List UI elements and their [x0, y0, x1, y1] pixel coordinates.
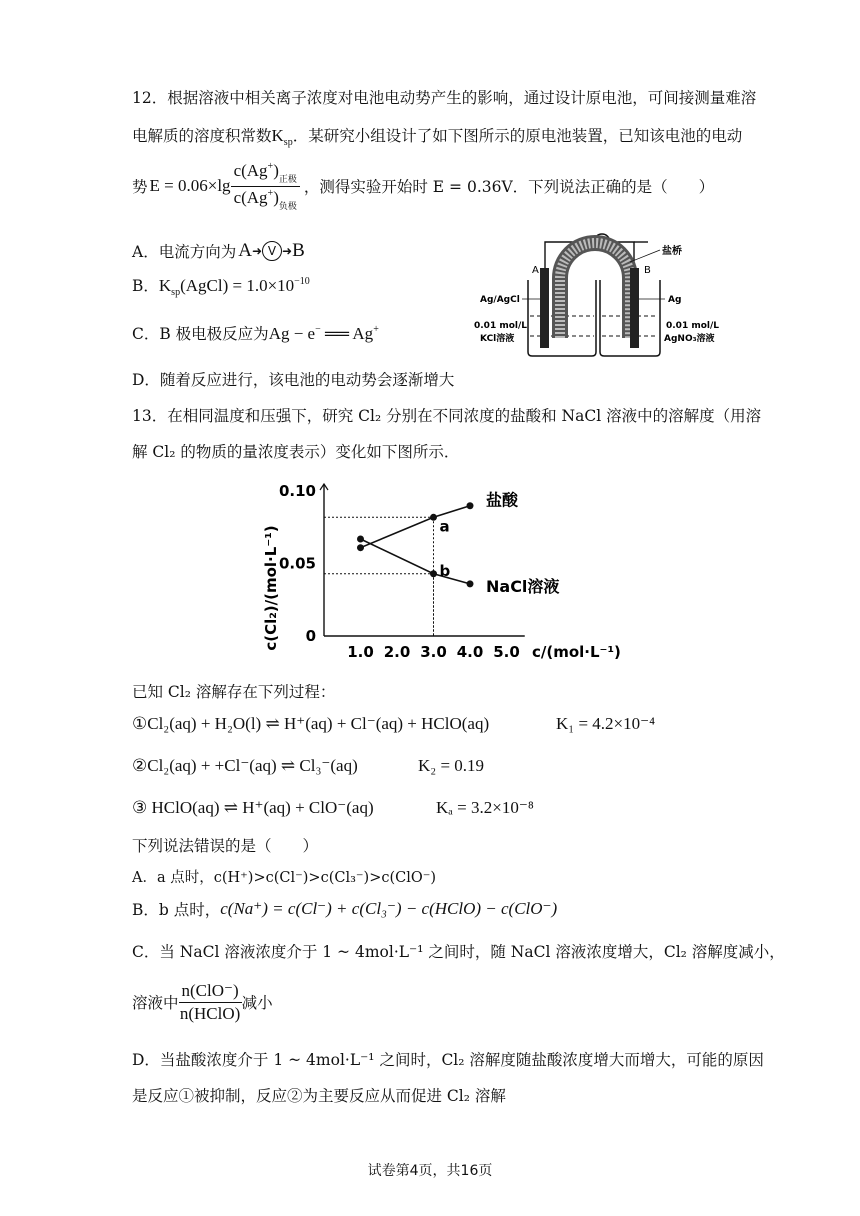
q12-line3: 势 E = 0.06×lg $\frac{c(Ag^+)_{正极}}{c(Ag^+)_{负极}}$ ，测得实验开始时 E = 0.36V．下列说法正确的是（ ）	[132, 160, 715, 212]
point-a-label: A	[238, 240, 252, 261]
x-axis-label: c/(mol·L⁻¹)	[532, 643, 621, 661]
page-footer: 试卷第4页，共16页	[367, 1163, 493, 1179]
left-solution-conc: 0.01 mol/L	[474, 321, 528, 331]
y-axis-label: c(Cl₂)/(mol·L⁻¹)	[262, 525, 280, 651]
voltmeter-symbol: V	[598, 238, 605, 249]
ratio-fraction	[179, 981, 242, 1024]
arrow-right-icon: ➜	[282, 244, 293, 258]
salt-bridge-fill	[560, 243, 630, 338]
q13-option-b: B．b 点时， c(Na⁺) = c(Cl⁻) + c(Cl₃⁻) − c(HClO) − c(ClO⁻)	[132, 899, 558, 919]
electrode-b-label: B	[644, 265, 651, 276]
solubility-chart	[240, 470, 660, 670]
q12-line1: 12．根据溶液中相关离子浓度对电池电动势产生的影响，通过设计原电池，可间接测量难溶	[132, 89, 757, 107]
series-line	[361, 506, 471, 548]
reaction-3-k: Kₐ = 3.2×10⁻⁸	[436, 798, 534, 817]
emf-fraction	[231, 161, 300, 212]
y-tick-label: 0	[305, 627, 316, 645]
reaction-1: ①Cl₂(aq) + H₂O(l) ⇌ H⁺(aq) + Cl⁻(aq) + HClO(aq)	[132, 714, 490, 733]
right-solution-conc: 0.01 mol/L	[666, 321, 720, 331]
q13-ask: 下列说法错误的是（ ）	[132, 837, 319, 855]
data-point	[467, 502, 474, 509]
emf-equation: E = 0.06×lg	[149, 176, 231, 195]
q13-option-c2: 溶液中 $\frac{\text{n(ClO⁻)}}{\text{n(HClO)}}$ 减小	[132, 980, 273, 1023]
x-tick-label: 1.0	[347, 643, 374, 661]
q12-line2: 电解质的溶度积常数$K_{sp}$．某研究小组设计了如下图所示的原电池装置，已知该电池的电动	[132, 126, 743, 148]
ksp-symbol: $K_{sp}$	[271, 126, 293, 148]
q13-option-d2: 是反应①被抑制，反应②为主要反应从而促进 Cl₂ 溶解	[132, 1087, 506, 1105]
ratio-denominator: n(HClO)	[179, 1003, 241, 1023]
right-material-label: Ag	[668, 295, 682, 305]
data-point	[357, 544, 364, 551]
voltmeter-icon: V	[262, 241, 282, 261]
q13-option-d1: D．当盐酸浓度介于 1 ~ 4mol·L⁻¹ 之间时，Cl₂ 溶解度随盐酸浓度增大而增大，可能的原因	[132, 1051, 764, 1069]
point-b-label: B	[292, 240, 305, 261]
salt-bridge-label: 盐桥	[662, 246, 682, 257]
y-tick-label: 0.10	[278, 482, 316, 501]
q13-line2: 解 Cl₂ 的物质的量浓度表示）变化如下图所示．	[132, 443, 460, 461]
series-label: NaCl溶液	[486, 576, 560, 596]
left-material-label: Ag/AgCl	[480, 295, 520, 305]
reaction-2-k: K₂ = 0.19	[418, 756, 485, 775]
y-tick-label: 0.05	[278, 554, 316, 573]
q13-known: 已知 Cl₂ 溶解存在下列过程：	[132, 683, 336, 701]
data-point	[430, 514, 437, 521]
electrode-b	[630, 268, 639, 348]
ratio-numerator: n(ClO⁻)	[179, 981, 242, 1003]
reaction-1-k: K₁ = 4.2×10⁻⁴	[556, 714, 656, 733]
right-solution-label: AgNO₃溶液	[664, 334, 715, 344]
q12-option-d: D．随着反应进行，该电池的电动势会逐渐增大	[132, 371, 455, 389]
x-tick-label: 3.0	[420, 643, 447, 661]
q13-line1: 13．在相同温度和压强下，研究 Cl₂ 分别在不同浓度的盐酸和 NaCl 溶液中的溶解度（用溶	[132, 407, 762, 425]
q13-option-c1: C．当 NaCl 溶液浓度介于 1 ~ 4mol·L⁻¹ 之间时，随 NaCl 溶液浓度增大，Cl₂ 溶解度减小，	[132, 943, 785, 961]
x-tick-label: 5.0	[493, 643, 520, 661]
x-tick-label: 2.0	[383, 643, 411, 661]
series-line	[361, 539, 471, 584]
q12-option-b: B．$K_{sp}(AgCl) = 1.0\times 10^{-10}$	[132, 276, 310, 298]
arrow-right-icon: ➜	[251, 244, 262, 258]
data-point	[357, 536, 364, 543]
charge-balance-equation: c(Na⁺) = c(Cl⁻) + c(Cl₃⁻) − c(HClO) − c(ClO⁻)	[220, 899, 558, 918]
x-tick-label: 4.0	[456, 643, 484, 661]
electrode-a	[540, 268, 549, 348]
series-label: 盐酸	[486, 490, 519, 510]
q12-option-c: C．B 极电极反应为Ag − e− ══ Ag+	[132, 324, 379, 343]
data-point	[430, 570, 437, 577]
point-label: b	[439, 561, 451, 580]
reaction-2: ②Cl₂(aq) + +Cl⁻(aq) ⇌ Cl₃⁻(aq)	[132, 756, 358, 775]
q12-option-a: A．电流方向为 A ➜ V ➜ B	[132, 240, 305, 261]
emf-denominator: $c(Ag^+)_{负极}$	[233, 187, 297, 212]
electrode-a-label: A	[532, 265, 539, 276]
left-solution-label: KCl溶液	[480, 334, 515, 344]
reaction-3: ③ HClO(aq) ⇌ H⁺(aq) + ClO⁻(aq)	[132, 798, 374, 817]
point-label: a	[439, 517, 450, 536]
data-point	[467, 580, 474, 587]
emf-numerator: $c(Ag^+)_{正极}$	[231, 161, 300, 187]
q13-option-a: A．a 点时，c(H⁺)>c(Cl⁻)>c(Cl₃⁻)>c(ClO⁻)	[132, 870, 437, 886]
galvanic-cell-diagram	[470, 228, 740, 364]
